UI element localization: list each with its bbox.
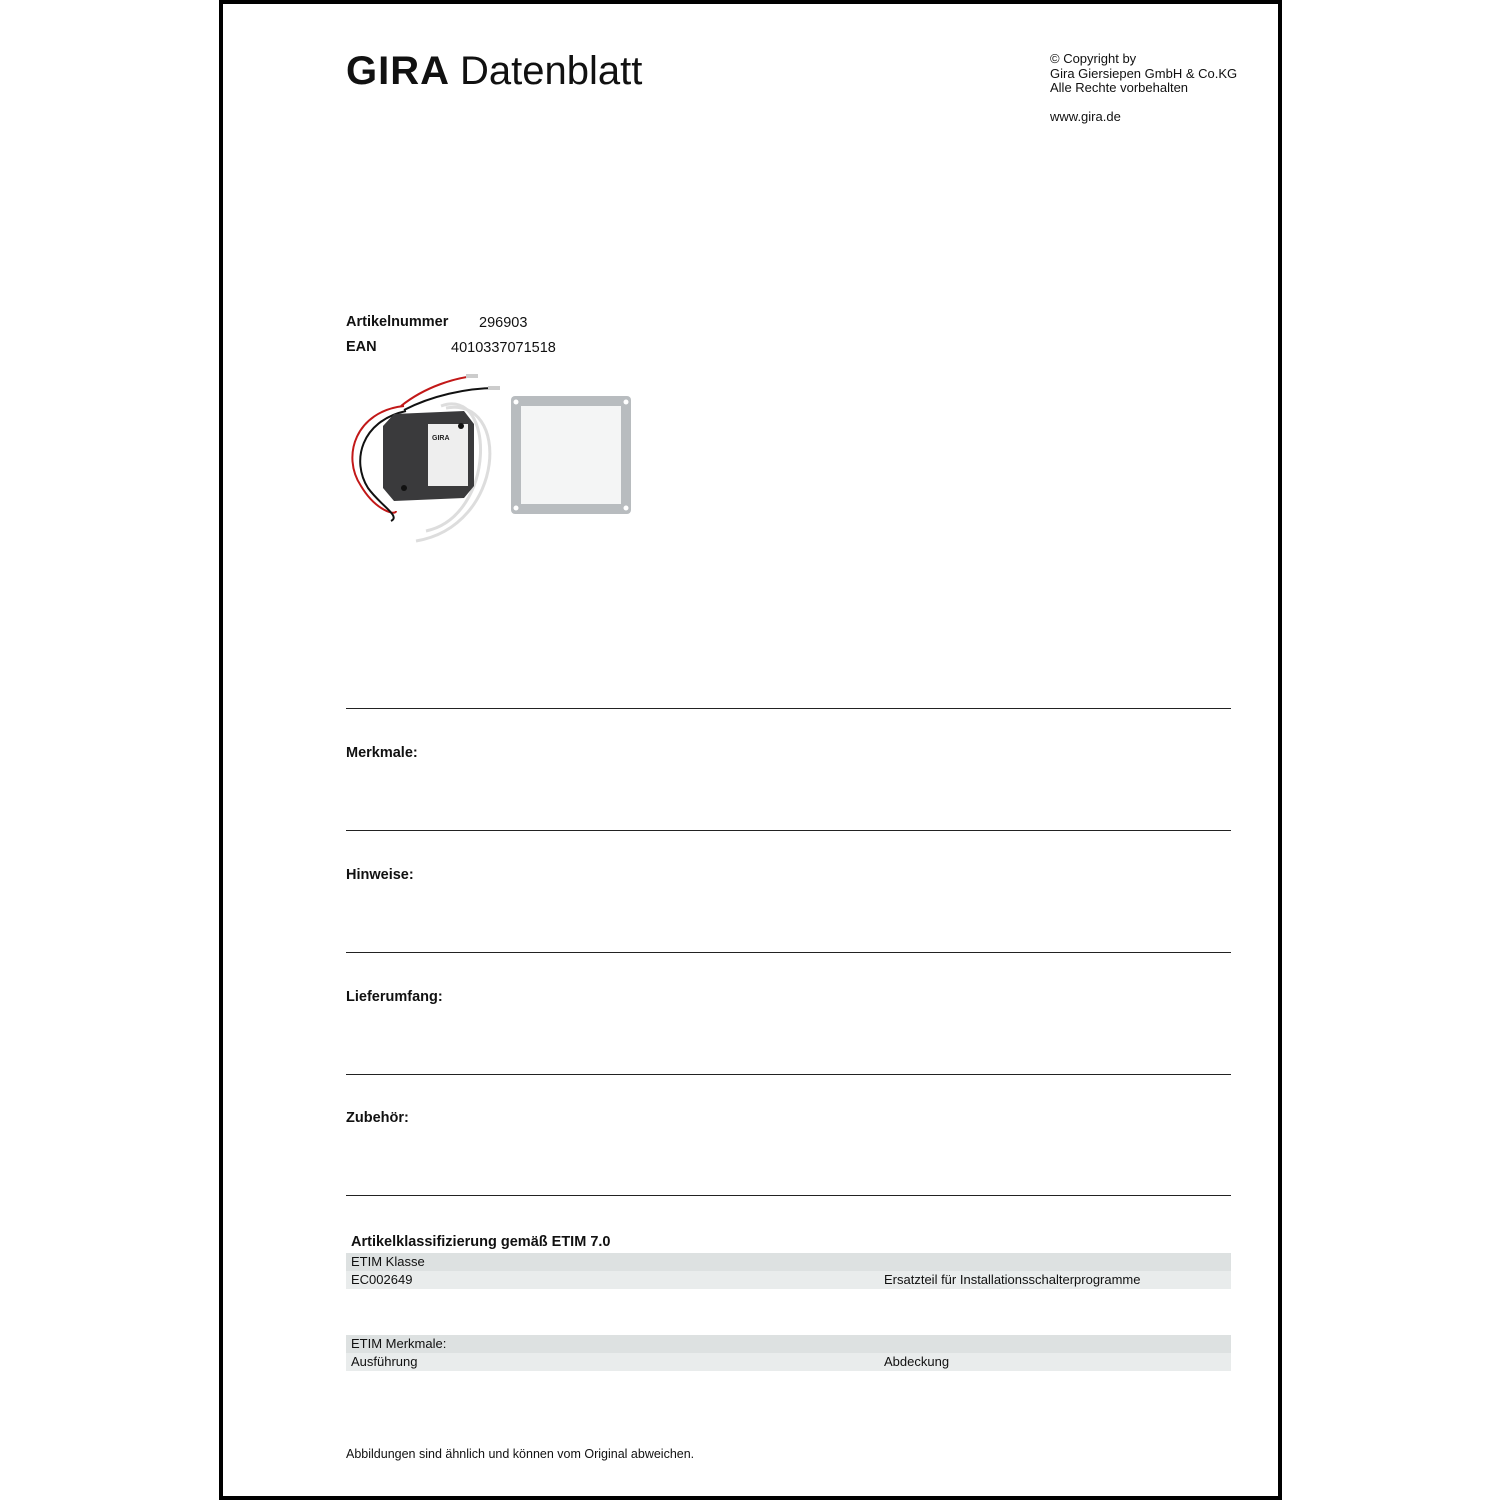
ean-value: 4010337071518 xyxy=(451,340,556,356)
etim-feature-name: Ausführung xyxy=(351,1354,418,1369)
divider xyxy=(346,1195,1231,1196)
divider xyxy=(346,952,1231,953)
product-image xyxy=(346,366,631,551)
page-title xyxy=(346,46,642,96)
article-number-value: 296903 xyxy=(479,315,528,331)
etim-class-name: Ersatzteil für Installationsschalterprogramme xyxy=(884,1272,1141,1287)
copyright-line: Gira Giersiepen GmbH & Co.KG xyxy=(1050,65,1238,81)
section-lieferumfang: Lieferumfang: xyxy=(346,989,443,1005)
etim-title: Artikelklassifizierung gemäß ETIM 7.0 xyxy=(351,1234,611,1250)
product-photo-icon xyxy=(346,366,631,551)
etim-class-header-label: ETIM Klasse xyxy=(351,1254,425,1269)
website-link[interactable]: www.gira.de xyxy=(1050,108,1121,124)
datasheet-page xyxy=(219,0,1282,1500)
etim-class-code: EC002649 xyxy=(351,1272,413,1287)
section-zubehoer: Zubehör: xyxy=(346,1110,409,1126)
etim-class-row xyxy=(346,1271,1231,1289)
divider xyxy=(346,708,1231,709)
copyright-line: © Copyright by xyxy=(1050,51,1137,66)
section-merkmale: Merkmale: xyxy=(346,745,418,761)
etim-feature-value: Abdeckung xyxy=(884,1354,950,1369)
copyright-line: Alle Rechte vorbehalten xyxy=(1050,80,1189,95)
article-number-label: Artikelnummer xyxy=(346,314,449,330)
divider xyxy=(346,1074,1231,1075)
copyright-block xyxy=(1050,52,1237,124)
footer-note: Abbildungen sind ähnlich und können vom Original abweichen. xyxy=(346,1447,695,1461)
divider xyxy=(346,830,1231,831)
ean-label: EAN xyxy=(346,339,377,355)
section-hinweise: Hinweise: xyxy=(346,867,414,883)
etim-class-header xyxy=(346,1253,1231,1271)
svg-text:GIRA: GIRA xyxy=(432,435,450,442)
etim-features-header xyxy=(346,1335,1231,1353)
etim-feature-row xyxy=(346,1353,1231,1371)
brand-logo: GIRA xyxy=(346,49,450,93)
title-text: Datenblatt xyxy=(460,49,643,93)
etim-features-header-label: ETIM Merkmale: xyxy=(351,1336,447,1351)
